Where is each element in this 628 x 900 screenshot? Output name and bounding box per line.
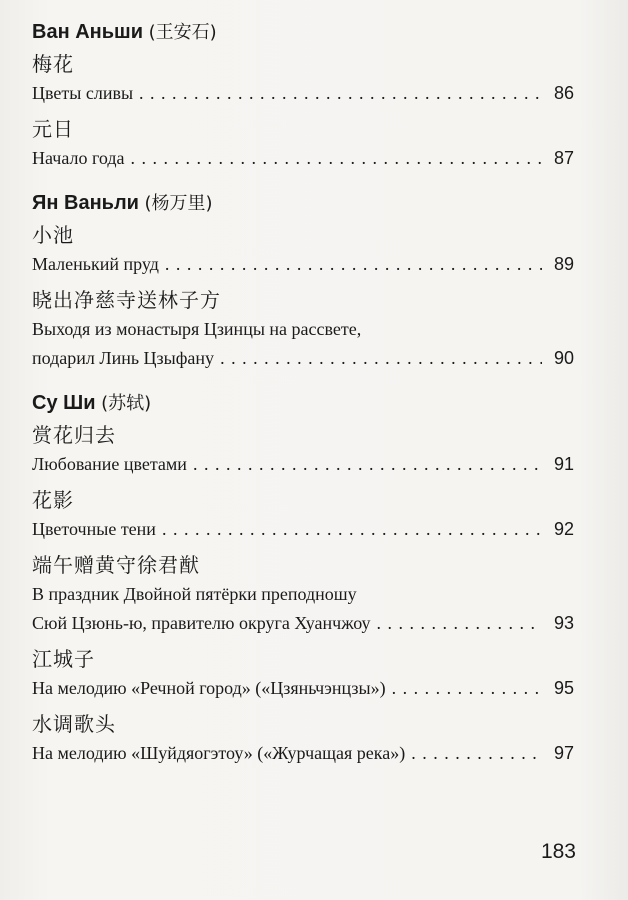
page-number: 87	[553, 148, 574, 168]
toc-line	[32, 144, 574, 173]
poem-title-cn: 端午赠黄守徐君猷	[32, 553, 200, 577]
leader-dots	[220, 344, 542, 373]
poem-title-ru: Маленький пруд	[32, 254, 159, 274]
toc-line	[32, 344, 574, 373]
toc-section-yang-wanli	[32, 189, 574, 373]
author-name-ru: Су Ши	[32, 392, 96, 414]
poem-title-ru: На мелодию «Речной город» («Цзяньчэнцзы»)	[32, 678, 386, 698]
toc-entry	[32, 114, 574, 173]
author-name-cn: (苏轼)	[101, 393, 152, 414]
author-name-ru: Ян Ваньли	[32, 192, 139, 214]
poem-title-ru-line1: В праздник Двойной пятёрки преподношу	[32, 584, 357, 604]
leader-dots	[165, 250, 542, 279]
page-number: 91	[553, 454, 574, 474]
toc-line	[32, 79, 574, 108]
poem-title-cn: 晓出净慈寺送林子方	[32, 288, 221, 312]
author-heading	[32, 189, 574, 218]
poem-title-ru: На мелодию «Шуйдяогэтоу» («Журчащая река»)	[32, 743, 406, 763]
leader-dots	[193, 450, 542, 479]
poem-title-cn: 江城子	[32, 647, 95, 671]
toc-entry	[32, 49, 574, 108]
toc-entry	[32, 485, 574, 544]
page-number: 93	[553, 613, 574, 633]
toc-entry	[32, 420, 574, 479]
page-number: 90	[553, 348, 574, 368]
leader-dots	[377, 609, 542, 638]
poem-title-cn: 花影	[32, 488, 74, 512]
leader-dots	[411, 739, 542, 768]
page-number: 86	[553, 83, 574, 103]
poem-title-ru: Цветы сливы	[32, 83, 134, 103]
toc-entry	[32, 550, 574, 638]
poem-title-ru-line1: Выходя из монастыря Цзинцы на рассвете,	[32, 319, 362, 339]
poem-title-ru: Цветочные тени	[32, 519, 156, 539]
leader-dots	[139, 79, 542, 108]
toc-line	[32, 515, 574, 544]
leader-dots	[162, 515, 542, 544]
author-name-ru: Ван Аньши	[32, 21, 143, 43]
toc-entry	[32, 220, 574, 279]
author-name-cn: (王安石)	[148, 22, 217, 43]
toc-line	[32, 250, 574, 279]
poem-title-ru: Начало года	[32, 148, 125, 168]
poem-title-cn: 梅花	[32, 52, 74, 76]
author-name-cn: (杨万里)	[144, 193, 213, 214]
toc-line	[32, 674, 574, 703]
poem-title-cn: 小池	[32, 223, 74, 247]
leader-dots	[131, 144, 542, 173]
toc-entry	[32, 644, 574, 703]
poem-title-cn: 赏花归去	[32, 423, 116, 447]
poem-title-ru: Сюй Цзюнь-ю, правителю округа Хуанчжоу	[32, 613, 371, 633]
page-number: 89	[553, 254, 574, 274]
page-folio-number: 183	[540, 840, 576, 863]
author-heading	[32, 389, 574, 418]
leader-dots	[392, 674, 542, 703]
toc-section-wang-anshi	[32, 18, 574, 173]
poem-title-cn: 水调歌头	[32, 712, 116, 736]
toc-line	[32, 450, 574, 479]
toc-entry	[32, 285, 574, 373]
page-number: 92	[553, 519, 574, 539]
toc-entry	[32, 709, 574, 768]
poem-title-ru: Любование цветами	[32, 454, 187, 474]
poem-title-cn: 元日	[32, 117, 74, 141]
page-number: 97	[553, 743, 574, 763]
page-number: 95	[553, 678, 574, 698]
toc-line	[32, 739, 574, 768]
author-heading	[32, 18, 574, 47]
poem-title-ru: подарил Линь Цзыфану	[32, 348, 215, 368]
toc-line	[32, 609, 574, 638]
toc-section-su-shi	[32, 389, 574, 768]
